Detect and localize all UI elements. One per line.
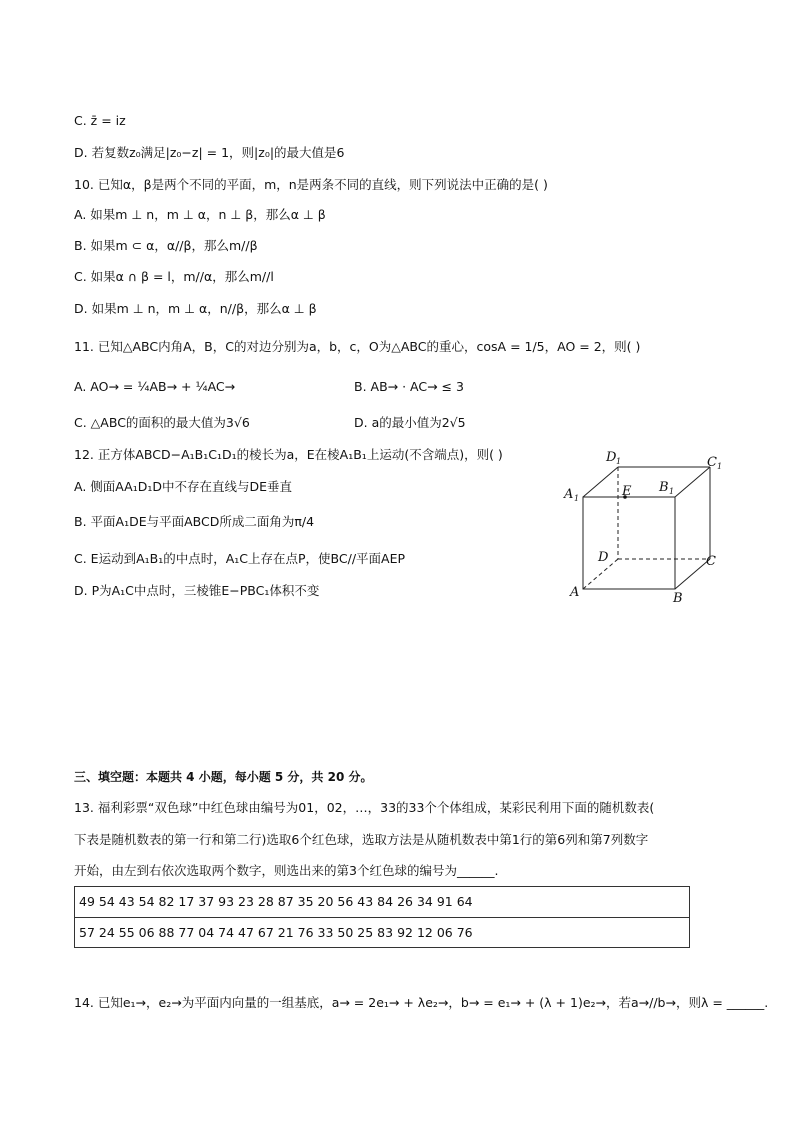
- label-b: B: [673, 591, 683, 606]
- edge-a1-d1: [583, 467, 618, 497]
- q11-option-b: B. AB→ · AC→ ≤ 3: [354, 379, 464, 394]
- q9-option-c: C. z̄ = iz: [74, 113, 126, 128]
- table-row: 49 54 43 54 82 17 37 93 23 28 87 35 20 56 43 84 26 34 91 64: [79, 894, 473, 909]
- q12-stem: 12. 正方体ABCD−A₁B₁C₁D₁的棱长为a，E在棱A₁B₁上运动(不含端点)，则( ): [74, 447, 503, 462]
- label-a1: A: [564, 487, 574, 502]
- cube-figure: [560, 445, 730, 610]
- table-row: 57 24 55 06 88 77 04 74 47 67 21 76 33 50 25 83 92 12 06 76: [75, 917, 689, 948]
- q11-stem: 11. 已知△ABC内角A，B，C的对边分别为a，b，c，O为△ABC的重心，cosA = 1/5，AO = 2，则( ): [74, 339, 641, 354]
- q11-option-d: D. a的最小值为2√5: [354, 415, 466, 430]
- label-d: D: [598, 550, 609, 565]
- label-c: C: [706, 554, 716, 569]
- q10-option-d: D. 如果m ⊥ n，m ⊥ α，n//β，那么α ⊥ β: [74, 301, 317, 316]
- label-e: E: [622, 484, 632, 499]
- label-a: A: [570, 585, 580, 600]
- q13-line2: 下表是随机数表的第一行和第二行)选取6个红色球，选取方法是从随机数表中第1行的第6列和第7列数字: [74, 832, 649, 847]
- q12-option-a: A. 侧面AA₁D₁D中不存在直线与DE垂直: [74, 479, 293, 494]
- label-c1-sub: 1: [717, 462, 723, 471]
- random-number-table: [74, 886, 690, 948]
- cube-front-face: [583, 497, 675, 589]
- label-b1-sub: 1: [669, 487, 675, 496]
- q10-option-a: A. 如果m ⊥ n，m ⊥ α，n ⊥ β，那么α ⊥ β: [74, 207, 326, 222]
- section3-title: 三、填空题：本题共 4 小题，每小题 5 分，共 20 分。: [74, 770, 373, 784]
- q10-stem: 10. 已知α，β是两个不同的平面，m，n是两条不同的直线，则下列说法中正确的是( ): [74, 177, 548, 192]
- q12-option-c: C. E运动到A₁B₁的中点时，A₁C上存在点P，使BC//平面AEP: [74, 551, 406, 566]
- label-b1: B: [659, 480, 669, 495]
- q11-option-a: A. AO→ = ¼AB→ + ¼AC→: [74, 379, 236, 394]
- q13-line1: 13. 福利彩票“双色球”中红色球由编号为01，02，…，33的33个个体组成，某彩民利用下面的随机数表(: [74, 800, 655, 815]
- q12-option-d: D. P为A₁C中点时，三棱锥E−PBC₁体积不变: [74, 583, 320, 598]
- q9-option-d: D. 若复数z₀满足|z₀−z| = 1，则|z₀|的最大值是6: [74, 145, 345, 160]
- q10-option-b: B. 如果m ⊂ α，α//β，那么m//β: [74, 238, 258, 253]
- label-d1: D: [606, 450, 617, 465]
- label-c1: C: [707, 455, 717, 470]
- q13-line3: 开始，由左到右依次选取两个数字，则选出来的第3个红色球的编号为______.: [74, 863, 499, 878]
- q11-option-c: C. △ABC的面积的最大值为3√6: [74, 415, 250, 430]
- q10-option-c: C. 如果α ∩ β = l，m//α，那么m//l: [74, 269, 274, 284]
- edge-b1-c1: [675, 467, 710, 497]
- label-a1-sub: 1: [574, 494, 580, 503]
- label-d1-sub: 1: [616, 457, 622, 466]
- edge-b-c: [675, 559, 710, 589]
- q14-stem: 14. 已知e₁→，e₂→为平面内向量的一组基底，a→ = 2e₁→ + λe₂→，b→ = e₁→ + (λ + 1)e₂→，若a→//b→，则λ = ______.: [74, 995, 769, 1010]
- q12-option-b: B. 平面A₁DE与平面ABCD所成二面角为π/4: [74, 514, 315, 529]
